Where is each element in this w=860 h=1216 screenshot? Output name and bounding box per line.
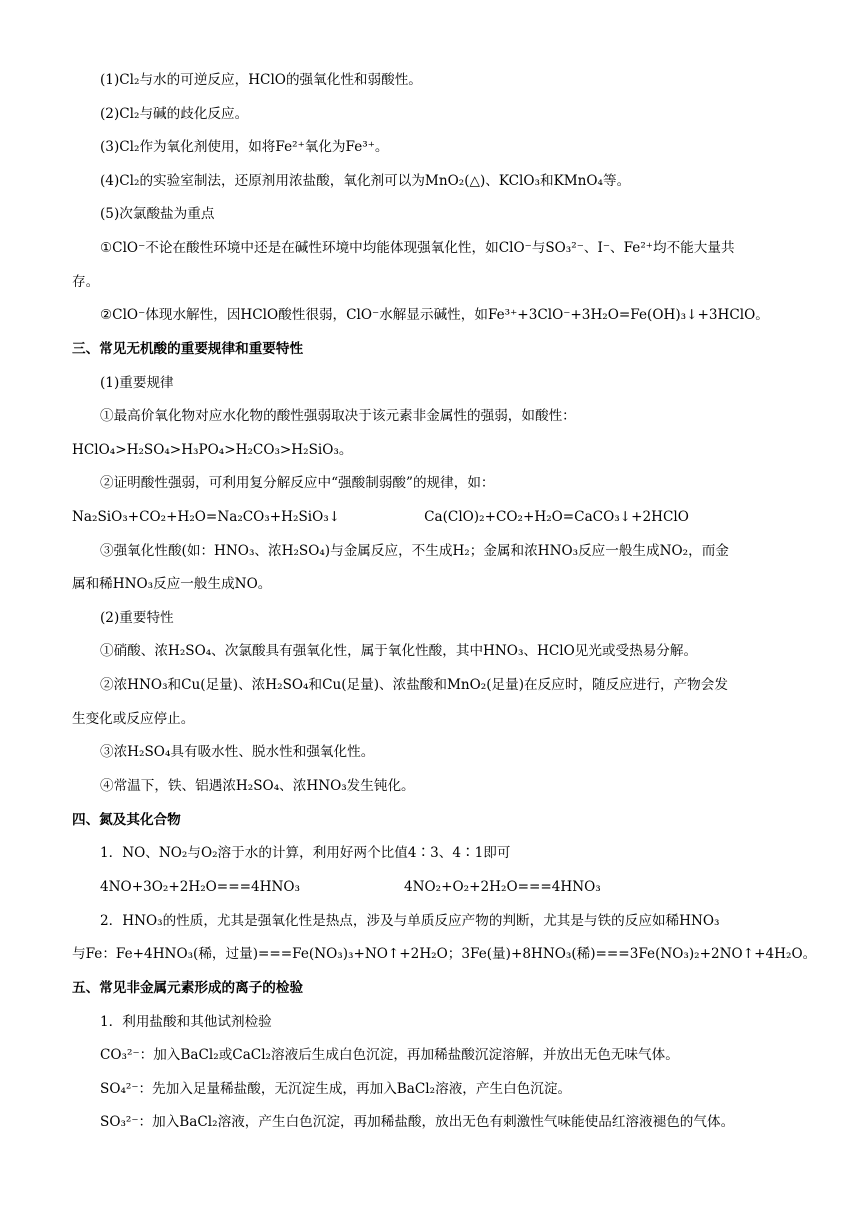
section-heading: 四、氮及其化合物 — [72, 812, 181, 828]
text-line: ①ClO⁻不论在酸性环境中还是在碱性环境中均能体现强氧化性，如ClO⁻与SO₃²⁻、I⁻、Fe²⁺均不能大量共 — [100, 240, 735, 256]
equation-left: 4NO+3O₂+2H₂O===4HNO₃ — [100, 879, 300, 895]
text-line: ②浓HNO₃和Cu(足量)、浓H₂SO₄和Cu(足量)、浓盐酸和MnO₂(足量)在反应时，随反应进行，产物会发 — [100, 677, 728, 693]
text-line: (1)重要规律 — [100, 375, 174, 391]
text-line: ①硝酸、浓H₂SO₄、次氯酸具有强氧化性，属于氧化性酸，其中HNO₃、HClO见光或受热易分解。 — [100, 643, 698, 659]
text-line: (3)Cl₂作为氧化剂使用，如将Fe²⁺氧化为Fe³⁺。 — [100, 139, 389, 155]
text-line: ③浓H₂SO₄具有吸水性、脱水性和强氧化性。 — [100, 744, 375, 760]
equation-line — [100, 877, 792, 897]
text-line: (5)次氯酸盐为重点 — [100, 206, 215, 222]
text-line: 2．HNO₃的性质，尤其是强氧化性是热点，涉及与单质反应产物的判断，尤其是与铁的反应如稀HNO₃ — [100, 913, 720, 929]
text-line: 1．NO、NO₂与O₂溶于水的计算，利用好两个比值4∶3、4∶1即可 — [100, 845, 511, 861]
text-line: ①最高价氧化物对应水化物的酸性强弱取决于该元素非金属性的强弱，如酸性： — [100, 408, 576, 424]
text-line: 1．利用盐酸和其他试剂检验 — [100, 1014, 272, 1030]
equation-right: 4NO₂+O₂+2H₂O===4HNO₃ — [403, 879, 601, 895]
text-line: ④常温下，铁、铝遇浓H₂SO₄、浓HNO₃发生钝化。 — [100, 778, 415, 794]
text-line: (2)Cl₂与碱的歧化反应。 — [100, 106, 249, 122]
text-line: (4)Cl₂的实验室制法，还原剂用浓盐酸，氧化剂可以为MnO₂(△)、KClO₃和KMnO₄等。 — [100, 173, 631, 189]
text-line: CO₃²⁻：加入BaCl₂或CaCl₂溶液后生成白色沉淀，再加稀盐酸沉淀溶解，并放出无色无味气体。 — [100, 1047, 679, 1063]
text-line: ②ClO⁻体现水解性，因HClO酸性很弱，ClO⁻水解显示碱性，如Fe³⁺+3ClO⁻+3H₂O=Fe(OH)₃↓+3HClO。 — [100, 307, 769, 323]
section-heading: 五、常见非金属元素形成的离子的检验 — [72, 980, 304, 996]
text-line: 生变化或反应停止。 — [72, 711, 195, 727]
text-line: (1)Cl₂与水的可逆反应，HClO的强氧化性和弱酸性。 — [100, 72, 422, 88]
text-line: 存。 — [72, 274, 100, 290]
equation-right: Ca(ClO)₂+CO₂+H₂O=CaCO₃↓+2HClO — [424, 509, 689, 525]
text-line: (2)重要特性 — [100, 610, 174, 626]
section-heading: 三、常见无机酸的重要规律和重要特性 — [72, 341, 304, 357]
text-line: ②证明酸性强弱，可利用复分解反应中“强酸制弱酸”的规律，如： — [100, 475, 495, 491]
equation-line — [72, 507, 792, 527]
text-line: ③强氧化性酸(如：HNO₃、浓H₂SO₄)与金属反应，不生成H₂；金属和浓HNO₃反应一般生成NO₂，而金 — [100, 543, 729, 559]
text-line: 与Fe：Fe+4HNO₃(稀，过量)===Fe(NO₃)₃+NO↑+2H₂O；3Fe(量)+8HNO₃(稀)===3Fe(NO₃)₂+2NO↑+4H₂O。 — [72, 946, 817, 962]
text-line: HClO₄>H₂SO₄>H₃PO₄>H₂CO₃>H₂SiO₃。 — [72, 442, 353, 458]
text-line: SO₃²⁻：加入BaCl₂溶液，产生白色沉淀，再加稀盐酸，放出无色有刺激性气味能使品红溶液褪色的气体。 — [100, 1114, 735, 1130]
text-line: SO₄²⁻：先加入足量稀盐酸，无沉淀生成，再加入BaCl₂溶液，产生白色沉淀。 — [100, 1081, 572, 1097]
text-line: 属和稀HNO₃反应一般生成NO。 — [72, 576, 272, 592]
equation-left: Na₂SiO₃+CO₂+H₂O=Na₂CO₃+H₂SiO₃↓ — [72, 509, 341, 525]
